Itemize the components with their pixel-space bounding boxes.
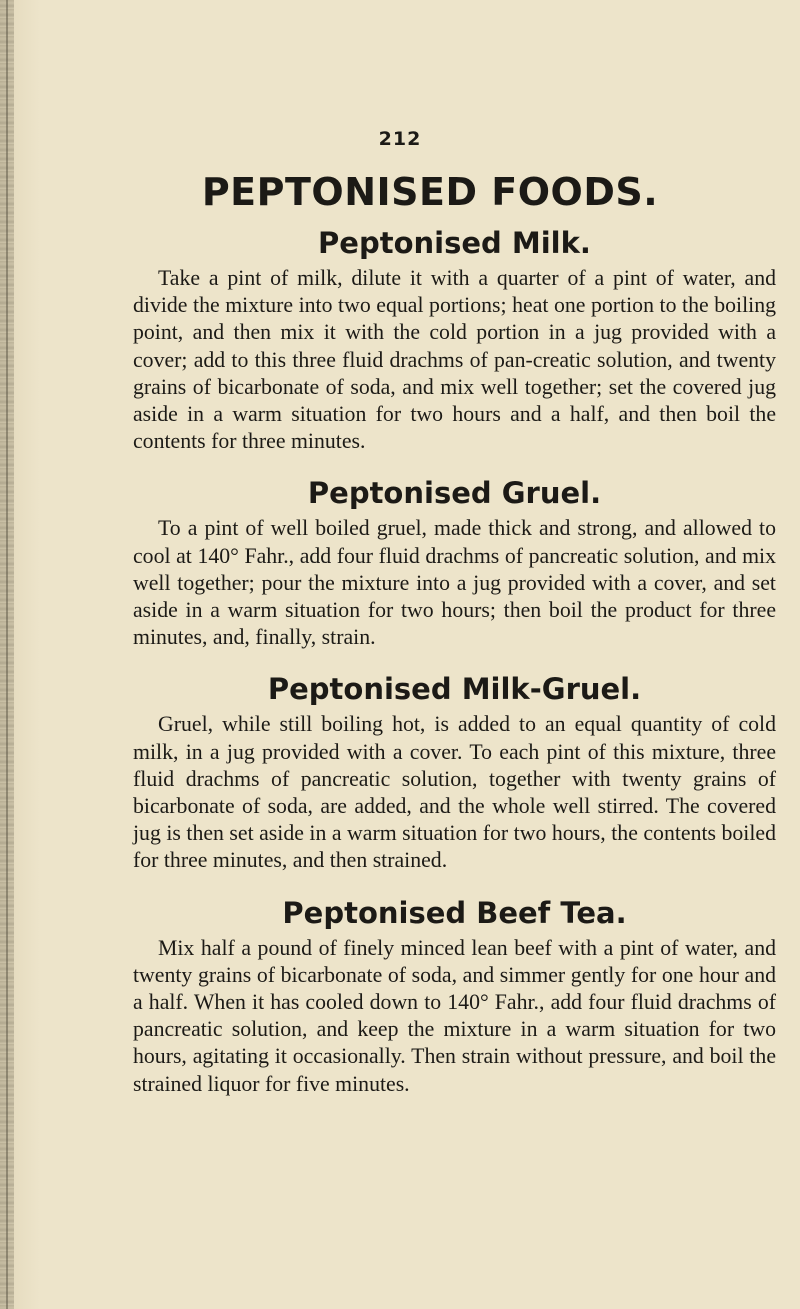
page-content [133,225,776,1118]
recipe-text: To a pint of well boiled gruel, made thick and strong, and allowed to cool at 140° Fahr., add four fluid drachms of pancreatic solution, and mix well together; pour the mixture into a jug provided with a cover, and set aside in a warm situation for two hours; then boil the product for three minutes, and, finally, strain. [133,516,776,650]
recipe-text: Gruel, while still boiling hot, is added to an equal quantity of cold milk, in a jug provided with a cover. To each pint of this mixture, three fluid drachms of pancreatic solution, together with twenty grains of bicarbonate of soda, are added, and the whole well stirred. The covered jug is then set aside in a warm situation for two hours, the contents boiled for three minutes, and then strained. [133,712,776,873]
recipe-heading: Peptonised Gruel. [307,476,602,511]
recipe-heading: Peptonised Beef Tea. [282,895,627,930]
recipe-peptonised-milk [133,225,776,455]
recipe-peptonised-milk-gruel [133,671,776,874]
recipe-text: Take a pint of milk, dilute it with a quarter of a pint of water, and divide the mixture into two equal portions; heat one portion to the boiling point, and then mix it with the cold portion in a jug provided with a cover; add to this three fluid drachms of pan-creatic solution, and twenty grains of bicarbonate of soda, and mix well together; set the covered jug aside in a warm situation for two hours and a half, and then boil the contents for three minutes. [133,266,776,454]
recipe-text: Mix half a pound of finely minced lean beef with a pint of water, and twenty grains of bicarbonate of soda, and simmer gently for one hour and a half. When it has cooled down to 140° Fahr., add four fluid drachms of pancreatic solution, and keep the mixture in a warm situation for two hours, agitating it occasionally. Then strain without pressure, and boil the strained liquor for five minutes. [133,935,776,1096]
page-title: PEPTONISED FOODS. [201,170,659,214]
recipe-peptonised-gruel [133,475,776,651]
recipe-heading: Peptonised Milk-Gruel. [267,672,642,707]
page-number: 212 [378,128,422,150]
recipe-heading: Peptonised Milk. [318,226,591,260]
recipe-peptonised-beef-tea [133,895,776,1098]
